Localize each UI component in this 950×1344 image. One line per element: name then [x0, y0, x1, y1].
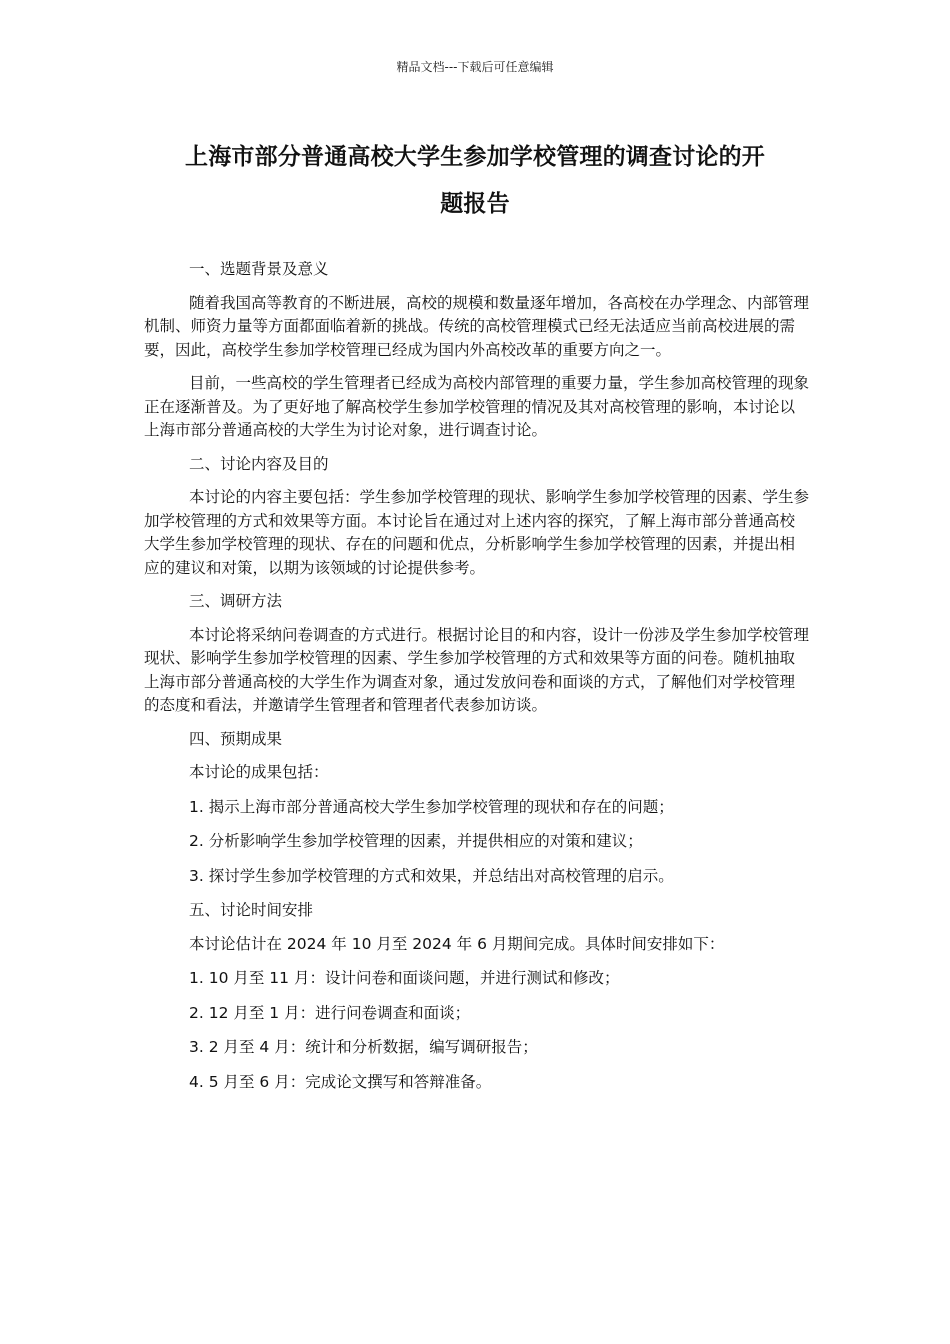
schedule-intro: 本讨论估计在 2024 年 10 月至 2024 年 6 月期间完成。具体时间安排如下：	[189, 934, 725, 953]
document-title	[140, 134, 810, 228]
section-heading-outcomes: 四、预期成果	[189, 729, 283, 748]
schedule-item-3: 3. 2 月至 4 月：统计和分析数据，编写调研报告；	[189, 1038, 538, 1056]
paragraph-method: 本讨论将采纳问卷调查的方式进行。根据讨论目的和内容，设计一份涉及学生参加学校管理现状、影响学生参加学校管理的因素、学生参加学校管理的方式和效果等方面的问卷。随机抽取上海市部分普通高校的大学生作为调查对象，通过发放问卷和面谈的方式，了解他们对学校管理的态度和看法，并邀请学生管理者和管理者代表参加访谈。	[144, 625, 810, 714]
title-line-1: 上海市部分普通高校大学生参加学校管理的调查讨论的开	[185, 144, 765, 170]
outcomes-intro: 本讨论的成果包括：	[189, 763, 329, 781]
section-heading-background: 一、选题背景及意义	[189, 260, 329, 278]
outcome-item-3: 3. 探讨学生参加学校管理的方式和效果，并总结出对高校管理的启示。	[189, 866, 674, 885]
schedule-item-1: 1. 10 月至 11 月：设计问卷和面谈问题，并进行测试和修改；	[189, 969, 620, 987]
section-heading-schedule: 五、讨论时间安排	[189, 901, 314, 919]
outcome-item-2: 2. 分析影响学生参加学校管理的因素，并提供相应的对策和建议；	[189, 832, 643, 850]
title-line-2: 题报告	[440, 191, 510, 217]
outcome-item-1: 1. 揭示上海市部分普通高校大学生参加学校管理的现状和存在的问题；	[189, 797, 674, 816]
header-note: 精品文档---下载后可任意编辑	[396, 60, 554, 74]
paragraph-background-1: 随着我国高等教育的不断进展，高校的规模和数量逐年增加，各高校在办学理念、内部管理机制、师资力量等方面都面临着新的挑战。传统的高校管理模式已经无法适应当前高校进展的需要，因此，高校学生参加学校管理已经成为国内外高校改革的重要方向之一。	[144, 293, 810, 359]
section-heading-content: 二、讨论内容及目的	[189, 454, 329, 473]
section-heading-method: 三、调研方法	[189, 592, 283, 610]
document-body	[144, 258, 810, 1105]
schedule-item-4: 4. 5 月至 6 月：完成论文撰写和答辩准备。	[189, 1072, 492, 1091]
schedule-item-2: 2. 12 月至 1 月：进行问卷调查和面谈；	[189, 1003, 471, 1022]
paragraph-content: 本讨论的内容主要包括：学生参加学校管理的现状、影响学生参加学校管理的因素、学生参加学校管理的方式和效果等方面。本讨论旨在通过对上述内容的探究，了解上海市部分普通高校大学生参加学校管理的现状、存在的问题和优点，分析影响学生参加学校管理的因素，并提出相应的建议和对策，以期为该领域的讨论提供参考。	[144, 488, 810, 577]
paragraph-background-2: 目前，一些高校的学生管理者已经成为高校内部管理的重要力量，学生参加高校管理的现象正在逐渐普及。为了更好地了解高校学生参加学校管理的情况及其对高校管理的影响，本讨论以上海市部分普通高校的大学生为讨论对象，进行调查讨论。	[144, 374, 810, 439]
